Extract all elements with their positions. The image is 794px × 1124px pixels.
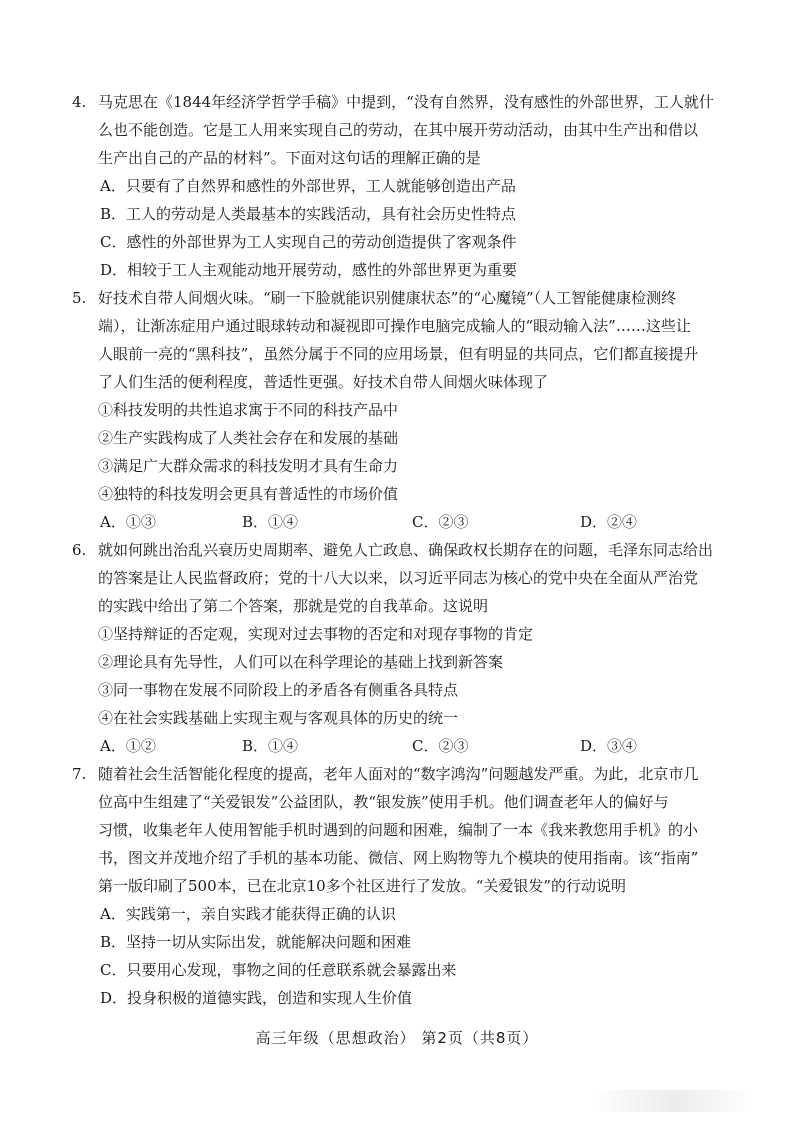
option-c: C．感性的外部世界为工人实现自己的劳动创造提供了客观条件 [100, 233, 517, 251]
question-7-stem-line: 第一版印刷了500本，已在北京10多个社区进行了发放。“关爱银发”的行动说明 [98, 877, 627, 895]
choice-d: D．②④ [580, 513, 638, 531]
question-number: 6. [72, 541, 87, 559]
statement-item: ②理论具有先导性，人们可以在科学理论的基础上找到新答案 [98, 653, 504, 671]
statement-item: ④在社会实践基础上实现主观与客观具体的历史的统一 [98, 709, 459, 727]
choice-a: A．①② [100, 737, 156, 755]
question-6-stem-line: 6. 就如何跳出治乱兴衰历史周期率、避免人亡政息、确保政权长期存在的问题，毛泽东同志给出 [72, 536, 752, 564]
question-6 [72, 536, 752, 760]
question-5-stem-line: 了人们生活的便利程度，普适性更强。好技术自带人间烟火味体现了 [98, 373, 549, 391]
question-7-stem-line: 书，图文并茂地介绍了手机的基本功能、微信、网上购物等九个模块的使用指南。该“指南” [98, 849, 699, 867]
question-5 [72, 284, 752, 536]
choice-b: B．①④ [242, 737, 299, 755]
option-d: D．相较于工人主观能动地开展劳动，感性的外部世界更为重要 [100, 261, 518, 279]
page-footer: 高三年级（思想政治） 第2页（共8页） [255, 1029, 539, 1047]
question-4-stem-line: 4. 马克思在《1844年经济学哲学手稿》中提到，“没有自然界，没有感性的外部世界，工人就什 [72, 88, 752, 116]
option-b: B．工人的劳动是人类最基本的实践活动，具有社会历史性特点 [100, 205, 517, 223]
option-a: A．实践第一，亲自实践才能获得正确的认识 [100, 905, 396, 923]
answer-choices [72, 508, 752, 536]
question-6-stem-line: 的答案是让人民监督政府；党的十八大以来，以习近平同志为核心的党中央在全面从严治党 [98, 569, 699, 587]
statement-item: ①科技发明的共性追求寓于不同的科技产品中 [98, 401, 399, 419]
statement-item: ③满足广大群众需求的科技发明才具有生命力 [98, 457, 399, 475]
option-a: A．只要有了自然界和感性的外部世界，工人就能够创造出产品 [100, 177, 516, 195]
question-4-stem-line: 么也不能创造。它是工人用来实现自己的劳动，在其中展开劳动活动，由其中生产出和借以 [98, 121, 699, 139]
answer-choices [72, 732, 752, 760]
choice-c: C．②③ [412, 737, 469, 755]
question-5-stem-line: 人眼前一亮的“黑科技”，虽然分属于不同的应用场景，但有明显的共同点，它们都直接提升 [98, 345, 699, 363]
choice-c: C．②③ [412, 513, 469, 531]
question-7-stem-line: 7. 随着社会生活智能化程度的提高，老年人面对的“数字鸿沟”问题越发严重。为此，北京市几 [72, 760, 752, 788]
statement-item: ②生产实践构成了人类社会存在和发展的基础 [98, 429, 399, 447]
option-c: C．只要用心发现，事物之间的任意联系就会暴露出来 [100, 961, 457, 979]
choice-a: A．①③ [100, 513, 156, 531]
choice-d: D．③④ [580, 737, 638, 755]
question-7-stem-line: 位高中生组建了“关爱银发”公益团队，教“银发族”使用手机。他们调查老年人的偏好与 [98, 793, 669, 811]
question-7-stem-line: 习惯，收集老年人使用智能手机时遇到的问题和困难，编制了一本《我来教您用手机》的小 [98, 821, 699, 839]
question-5-stem-line: 端），让渐冻症用户通过眼球转动和凝视即可操作电脑完成输人的“眼动输入法”……这些让 [98, 317, 691, 335]
statement-item: ①坚持辩证的否定观，实现对过去事物的否定和对现存事物的肯定 [98, 625, 534, 643]
option-b: B．坚持一切从实际出发，就能解决问题和困难 [100, 933, 412, 951]
option-d: D．投身积极的道德实践，创造和实现人生价值 [100, 989, 413, 1007]
statement-item: ④独特的科技发明会更具有普适性的市场价值 [98, 485, 399, 503]
question-number: 7. [72, 765, 87, 783]
question-4-stem-line: 生产出自己的产品的材料”。下面对这句话的理解正确的是 [98, 149, 481, 167]
question-number: 4. [72, 93, 87, 111]
question-5-stem-line: 5. 好技术自带人间烟火味。“刷一下脸就能识别健康状态”的“心魔镜”（人工智能健康检测终 [72, 284, 752, 312]
choice-b: B．①④ [242, 513, 299, 531]
scan-smudge [594, 1090, 754, 1112]
question-6-stem-line: 的实践中给出了第二个答案，那就是党的自我革命。这说明 [98, 597, 489, 615]
question-4 [72, 88, 752, 284]
question-7 [72, 760, 752, 1012]
statement-item: ③同一事物在发展不同阶段上的矛盾各有侧重各具特点 [98, 681, 459, 699]
question-number: 5. [72, 289, 87, 307]
